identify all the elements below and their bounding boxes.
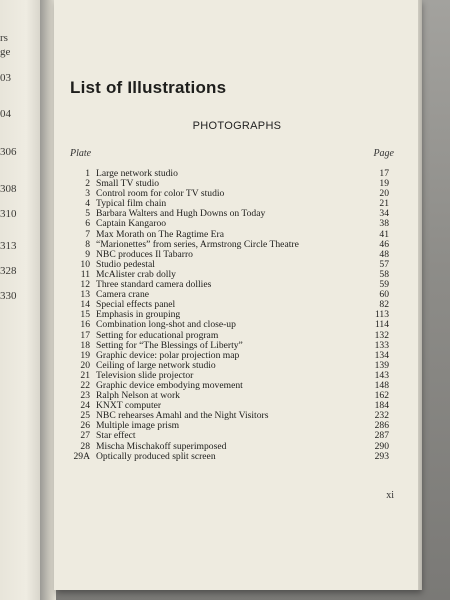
plate-number: 24 <box>80 400 90 412</box>
plate-number: 27 <box>80 430 90 442</box>
plate-title: Ralph Nelson at work <box>96 390 180 402</box>
plate-title: Control room for color TV studio <box>96 188 225 200</box>
plate-title: Special effects panel <box>96 299 176 311</box>
plate-page: 41 <box>379 228 389 240</box>
plate-title: NBC rehearses Amahl and the Night Visitors <box>96 410 269 422</box>
plate-number: 12 <box>80 279 90 291</box>
plate-number: 17 <box>80 329 90 341</box>
plate-title: Mischa Mischakoff superimposed <box>96 440 227 452</box>
plate-title: Typical film chain <box>96 198 167 210</box>
plate-page: 287 <box>374 430 389 442</box>
plate-number: 8 <box>85 238 90 250</box>
plate-title: KNXT computer <box>96 400 162 412</box>
plate-number: 29A <box>73 450 90 462</box>
plate-number: 7 <box>85 228 90 240</box>
plate-page: 17 <box>379 168 389 179</box>
facing-page-fragment: 04 <box>0 108 11 120</box>
plate-page: 162 <box>374 390 389 402</box>
plate-page: 232 <box>374 410 389 422</box>
plate-number: 9 <box>85 248 90 260</box>
plate-number: 4 <box>85 198 90 210</box>
plate-title: Television slide projector <box>96 369 194 381</box>
plate-title: Small TV studio <box>96 178 160 190</box>
plate-title: Large network studio <box>96 168 178 179</box>
plate-title: Optically produced split screen <box>96 450 216 462</box>
facing-page-fragment: 03 <box>0 72 11 84</box>
plate-number: 18 <box>80 339 90 351</box>
plate-number: 10 <box>80 258 90 270</box>
plate-title: Captain Kangaroo <box>96 218 167 230</box>
plate-number: 20 <box>80 359 90 371</box>
plate-number: 5 <box>85 208 90 220</box>
plate-number: 16 <box>80 319 90 331</box>
plate-page: 143 <box>374 369 389 381</box>
plate-number: 11 <box>80 268 90 280</box>
plate-title: McAlister crab dolly <box>96 268 176 280</box>
plate-page: 113 <box>374 309 389 321</box>
plate-page: 139 <box>374 359 389 371</box>
facing-page-fragment: ge <box>0 46 11 58</box>
plate-title: Graphic device embodying movement <box>96 379 243 391</box>
plate-number: 2 <box>85 178 90 190</box>
facing-page-edge <box>0 0 40 600</box>
plate-page: 20 <box>379 188 389 200</box>
list-item <box>70 320 389 330</box>
plate-number: 28 <box>80 440 90 452</box>
plate-title: Combination long-shot and close-up <box>96 319 236 331</box>
facing-page-fragment: 330 <box>0 290 17 302</box>
plate-title: NBC produces Il Tabarro <box>96 248 193 260</box>
plate-number: 19 <box>80 349 90 361</box>
plate-column-header: Plate <box>70 148 92 159</box>
plate-title: “Marionettes” from series, Armstrong Circle Theatre <box>96 238 299 250</box>
plate-title: Barbara Walters and Hugh Downs on Today <box>96 208 266 220</box>
facing-page-fragment: 313 <box>0 240 17 252</box>
plate-page: 114 <box>374 319 389 331</box>
page-column-header: Page <box>373 148 394 159</box>
plate-page: 58 <box>379 268 389 280</box>
plate-title: Three standard camera dollies <box>96 279 212 291</box>
plate-number: 22 <box>80 379 90 391</box>
plate-number: 23 <box>80 390 90 402</box>
plate-title: Multiple image prism <box>96 420 180 432</box>
plate-page: 46 <box>379 238 389 250</box>
facing-page-fragment: rs <box>0 32 8 44</box>
plate-page: 133 <box>374 339 389 351</box>
plate-number: 3 <box>85 188 90 200</box>
plate-number: 26 <box>80 420 90 432</box>
plate-page: 184 <box>374 400 389 412</box>
plate-title: Studio pedestal <box>96 258 155 270</box>
plate-page: 60 <box>379 289 389 301</box>
plate-title: Setting for “The Blessings of Liberty” <box>96 339 243 351</box>
plate-page: 57 <box>379 258 389 270</box>
plate-number: 15 <box>80 309 90 321</box>
plate-page: 82 <box>379 299 389 311</box>
plate-title: Camera crane <box>96 289 149 301</box>
plate-title: Max Morath on The Ragtime Era <box>96 228 224 240</box>
page-edge <box>418 0 422 590</box>
book-page <box>54 0 420 590</box>
plate-number: 14 <box>80 299 90 311</box>
plate-number: 21 <box>80 369 90 381</box>
plate-title: Graphic device: polar projection map <box>96 349 240 361</box>
facing-page-fragment: 308 <box>0 183 17 195</box>
page-heading: List of Illustrations <box>70 78 227 97</box>
plate-number: 13 <box>80 289 90 301</box>
plate-title: Ceiling of large network studio <box>96 359 216 371</box>
plate-title: Star effect <box>96 430 136 442</box>
plate-page: 38 <box>379 218 389 230</box>
plate-page: 148 <box>374 379 389 391</box>
plate-page: 290 <box>374 440 389 452</box>
list-item <box>70 452 389 462</box>
plate-number: 25 <box>80 410 90 422</box>
plate-page: 34 <box>379 208 389 220</box>
facing-page-fragment: 328 <box>0 265 17 277</box>
plate-title: Emphasis in grouping <box>96 309 181 321</box>
plate-page: 48 <box>379 248 389 260</box>
plate-page: 293 <box>374 450 389 462</box>
illustrations-list <box>70 169 389 462</box>
plate-page: 19 <box>379 178 389 190</box>
plate-page: 132 <box>374 329 389 341</box>
plate-title: Setting for educational program <box>96 329 219 341</box>
section-heading: PHOTOGRAPHS <box>192 120 282 132</box>
facing-page-fragment: 310 <box>0 208 17 220</box>
plate-page: 21 <box>379 198 389 210</box>
plate-number: 6 <box>85 218 90 230</box>
facing-page-fragment: 306 <box>0 146 17 158</box>
plate-number: 1 <box>85 168 90 179</box>
page-number: xi <box>386 490 394 501</box>
plate-page: 59 <box>379 279 389 291</box>
plate-page: 134 <box>374 349 389 361</box>
plate-page: 286 <box>374 420 389 432</box>
